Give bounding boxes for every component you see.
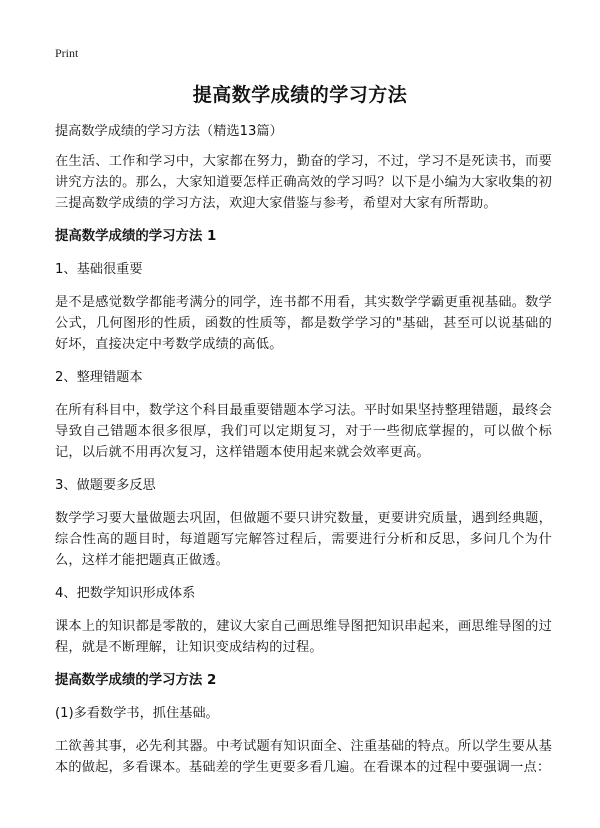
item-body: 工欲善其事，必先利其器。中考试题有知识面全、注重基础的特点。所以学生要从基本的做起，多看课本。基础差的学生更要多看几遍。在看课本的过程中要强调一点：: [55, 739, 552, 775]
document-body: [55, 121, 552, 778]
item-title: 3、做题要多反思: [55, 478, 156, 493]
item-body: 是不是感觉数学都能考满分的同学，连书都不用看，其实数学学霸更重视基础。数学公式，几何图形的性质，函数的性质等，都是数学学习的"基础，甚至可以说基础的好坏，直接决定中考数学成绩的高低。: [55, 295, 552, 352]
item-body: 课本上的知识都是零散的，建议大家自己画思维导图把知识串起来，画思维导图的过程，就是不断理解，让知识变成结构的过程。: [55, 619, 552, 655]
item-title: 4、把数学知识形成体系: [55, 586, 196, 601]
intro-paragraph: 在生活、工作和学习中，大家都在努力，勤奋的学习，不过，学习不是死读书，而要讲究方法的。那么，大家知道要怎样正确高效的学习吗？以下是小编为大家收集的初三提高数学成绩的学习方法，欢迎大家借鉴与参考，希望对大家有所帮助。: [55, 154, 552, 211]
item-title: 1、基础很重要: [55, 262, 143, 277]
item-body: 在所有科目中，数学这个科目最重要错题本学习法。平时如果坚持整理错题，最终会导致自己错题本很多很厚，我们可以定期复习，对于一些彻底掌握的，可以做个标记，以后就不用再次复习，这样错题本使用起来就会效率更高。: [55, 403, 552, 460]
print-link[interactable]: Print: [55, 46, 79, 60]
document-subtitle: 提高数学成绩的学习方法（精选13篇）: [55, 124, 283, 139]
item-title: (1)多看数学书，抓住基础。: [55, 706, 219, 721]
item-title: 2、整理错题本: [55, 370, 143, 385]
item-body: 数学学习要大量做题去巩固，但做题不要只讲究数量，更要讲究质量，遇到经典题，综合性高的题目时，每道题写完解答过程后，需要进行分析和反思，多问几个为什么，这样才能把题真正做透。: [55, 511, 552, 568]
document-title: 提高数学成绩的学习方法: [192, 84, 408, 106]
section-heading-1: 提高数学成绩的学习方法 1: [55, 229, 217, 244]
section-heading-2: 提高数学成绩的学习方法 2: [55, 673, 217, 688]
